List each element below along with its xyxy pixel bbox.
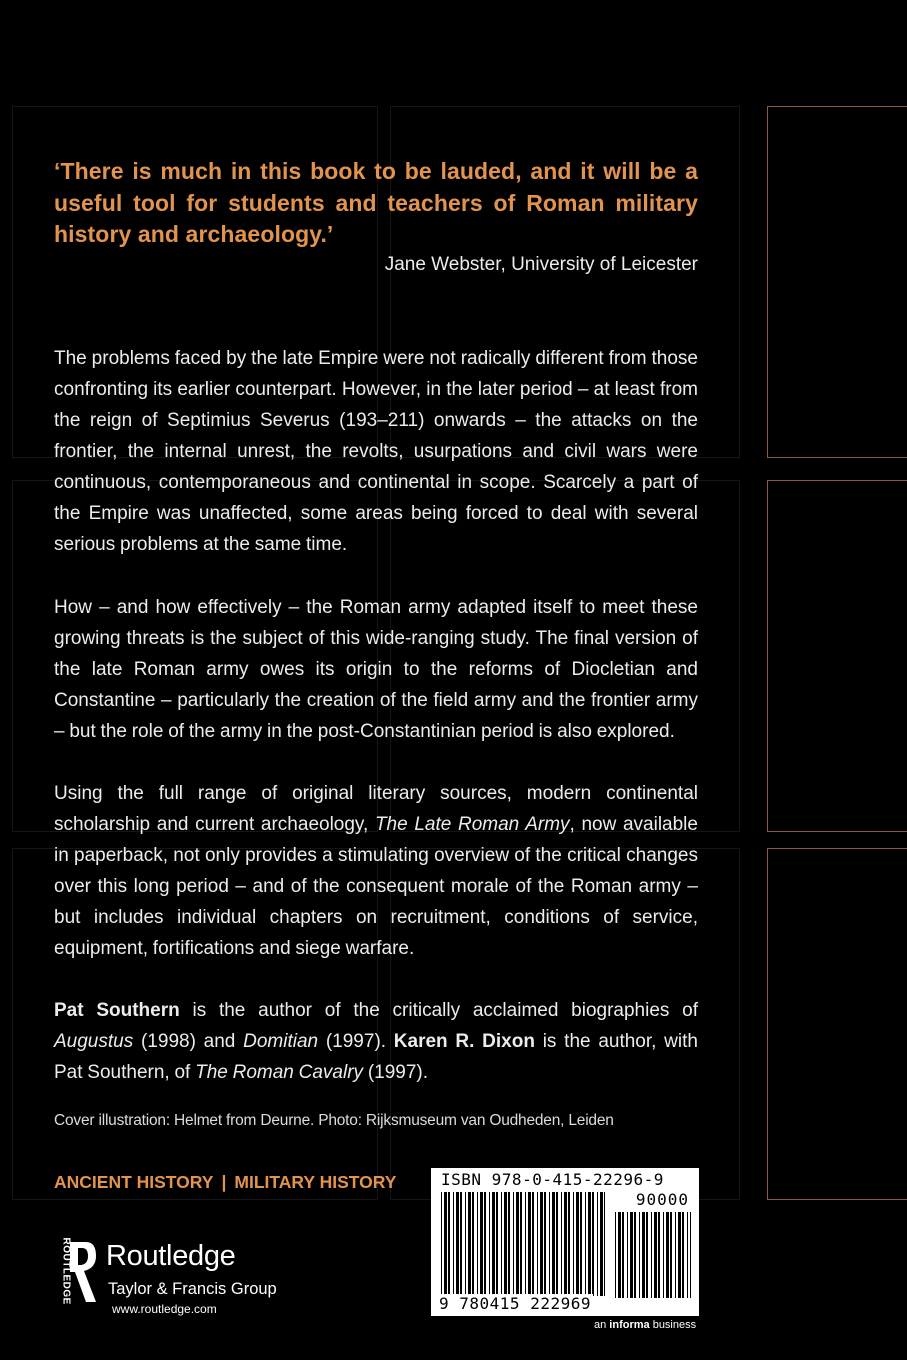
barcode-bar: [675, 1212, 676, 1298]
barcode-bar: [690, 1212, 691, 1298]
publisher-name: Routledge: [106, 1240, 236, 1272]
barcode-bar: [658, 1212, 660, 1298]
routledge-logo: [48, 1238, 308, 1318]
barcode-bar: [618, 1212, 621, 1298]
barcode-bar: [592, 1192, 594, 1296]
barcode-bar: [516, 1192, 519, 1296]
barcode-bar: [453, 1192, 454, 1296]
barcode-bar: [456, 1192, 459, 1296]
barcode-bar: [489, 1192, 490, 1296]
barcode-bar: [520, 1192, 522, 1296]
barcode-bar: [564, 1192, 567, 1296]
barcode-bar: [549, 1192, 550, 1296]
barcode-bar: [544, 1192, 546, 1296]
subject-categories: [54, 1172, 396, 1193]
isbn-number: ISBN 978-0-415-22296-9: [441, 1170, 664, 1189]
barcode-bar: [484, 1192, 486, 1296]
barcode-bar: [622, 1212, 624, 1298]
barcode-bar: [634, 1212, 636, 1298]
barcode-bar: [525, 1192, 526, 1296]
spine-frame: [767, 848, 907, 1200]
barcode-bar: [504, 1192, 507, 1296]
barcode-bar: [444, 1192, 447, 1296]
barcode-bar: [585, 1192, 586, 1296]
book-title: Domitian: [243, 1031, 319, 1052]
barcode-bar: [540, 1192, 543, 1296]
barcode-bars: [441, 1192, 605, 1296]
barcode-bar: [630, 1212, 633, 1298]
barcode-bar: [646, 1212, 648, 1298]
description-paragraph: How – and how effectively – the Roman army adapted itself to meet these growing threats is the subject of this wide-ranging study. The final version of the late Roman army owes its origin to the reforms of Diocletian and Constantine – particularly the creation of the field army and the frontier army – but the role of the army in the post-Constantinian period is also explored.: [54, 597, 698, 742]
barcode-bar: [600, 1192, 603, 1296]
author-bio: Pat Southern is the author of the critically acclaimed biographies of Augustus (1998) and Domitian (1997). Karen R. Dixon is the author, with Pat Southern, of The Roman Cavalry (1997).: [54, 1000, 699, 1083]
informa-business-tag: an informa business: [594, 1319, 697, 1331]
book-title: The Roman Cavalry: [195, 1062, 364, 1083]
barcode-bar: [513, 1192, 514, 1296]
barcode-bar: [501, 1192, 502, 1296]
barcode-bar: [670, 1212, 672, 1298]
barcode-bar: [465, 1192, 466, 1296]
author-name: Pat Southern: [54, 1000, 180, 1021]
barcode-bar: [552, 1192, 555, 1296]
barcode-bar: [678, 1212, 681, 1298]
barcode-bar: [468, 1192, 471, 1296]
quote-attribution: Jane Webster, University of Leicester: [384, 254, 698, 275]
barcode-bar: [639, 1212, 640, 1298]
barcode-bar: [580, 1192, 582, 1296]
publisher-url: www.routledge.com: [112, 1302, 217, 1316]
barcode-bar: [682, 1212, 684, 1298]
barcode-bar: [615, 1212, 616, 1298]
barcode-bar: [588, 1192, 591, 1296]
publisher-group: Taylor & Francis Group: [108, 1280, 277, 1298]
category-separator: |: [221, 1172, 227, 1192]
barcode-bar: [480, 1192, 483, 1296]
barcode-bar: [573, 1192, 574, 1296]
ean-number: 9 780415 222969: [439, 1294, 591, 1313]
barcode-bar: [441, 1192, 442, 1296]
review-quote: ‘There is much in this book to be lauded, and it will be a useful tool for students and teachers of Roman military history and archaeology.’: [54, 158, 698, 247]
barcode-bar: [568, 1192, 570, 1296]
routledge-vertical-text: ROUTLEDGE: [60, 1237, 72, 1305]
barcode-bar: [537, 1192, 538, 1296]
cover-illustration-caption: Cover illustration: Helmet from Deurne. Photo: Rijksmuseum van Oudheden, Leiden: [54, 1112, 614, 1129]
barcode-bar: [604, 1192, 605, 1296]
barcode-bar: [663, 1212, 664, 1298]
barcode-bar: [477, 1192, 478, 1296]
book-title: Augustus: [54, 1031, 134, 1052]
barcode-bar: [666, 1212, 669, 1298]
category-military-history: MILITARY HISTORY: [234, 1172, 397, 1192]
barcode-bar: [492, 1192, 495, 1296]
barcode-bar: [508, 1192, 510, 1296]
barcode-bar: [472, 1192, 474, 1296]
category-ancient-history: ANCIENT HISTORY: [54, 1172, 214, 1192]
spine-frame: [767, 106, 907, 458]
barcode-bar: [576, 1192, 579, 1296]
price-code: 90000: [635, 1190, 689, 1209]
barcode-bar: [627, 1212, 628, 1298]
description-paragraph: Using the full range of original literary sources, modern continental scholarship and current archaeology, The Late Roman Army, now available in paperback, not only provides a stimulating overview of the critical changes over this long period – and of the consequent morale of the Roman army – but includes individual chapters on recruitment, conditions of service, equipment, fortifications and siege warfare.: [54, 783, 698, 959]
description-paragraph: The problems faced by the late Empire were not radically different from those confronting its earlier counterpart. However, in the later period – at least from the reign of Septimius Severus (193–211) onwards – the attacks on the frontier, the internal unrest, the revolts, usurpations and civil wars were continuous, contemporaneous and continental in scope. Scarcely a part of the Empire was unaffected, some areas being forced to deal with several serious problems at the same time.: [54, 348, 698, 555]
barcode-addon-bars: [615, 1212, 691, 1298]
book-title: The Late Roman Army: [374, 814, 570, 835]
spine-frame: [767, 480, 907, 832]
isbn-barcode: [431, 1168, 699, 1316]
barcode-bar: [654, 1212, 657, 1298]
barcode-bar: [597, 1192, 598, 1296]
barcode-bar: [556, 1192, 558, 1296]
barcode-bar: [561, 1192, 562, 1296]
barcode-bar: [460, 1192, 462, 1296]
barcode-bar: [651, 1212, 652, 1298]
barcode-bar: [687, 1212, 688, 1298]
barcode-bar: [448, 1192, 450, 1296]
barcode-bar: [532, 1192, 534, 1296]
author-name: Karen R. Dixon: [393, 1031, 535, 1052]
barcode-bar: [496, 1192, 498, 1296]
routledge-r-icon: [48, 1238, 98, 1306]
barcode-bar: [528, 1192, 531, 1296]
barcode-bar: [642, 1212, 645, 1298]
